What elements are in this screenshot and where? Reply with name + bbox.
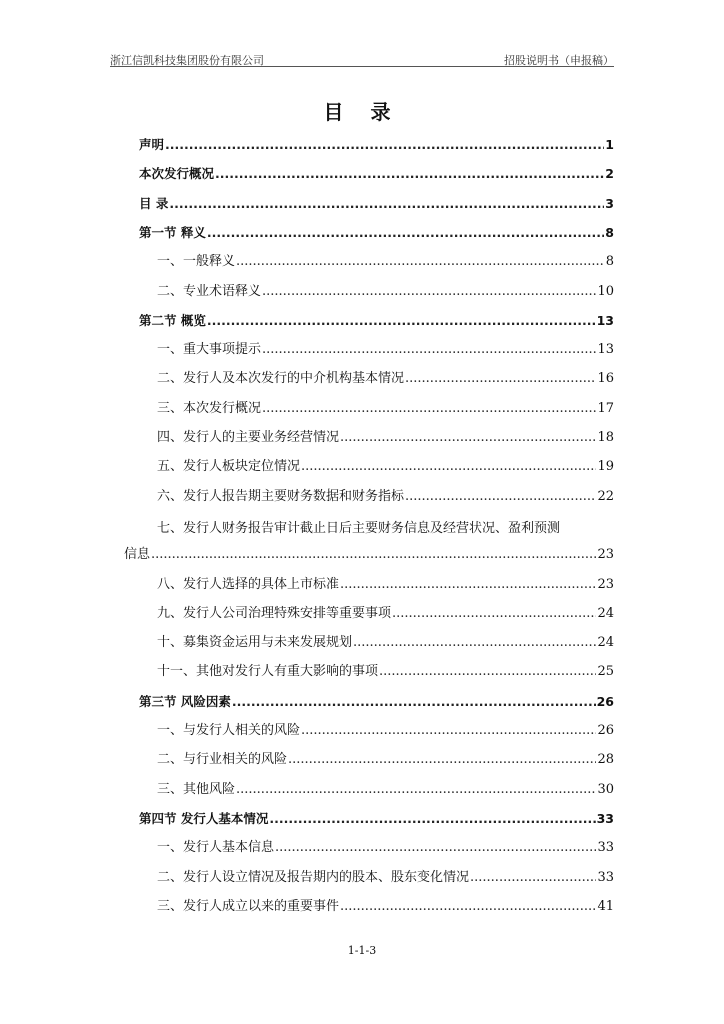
toc-entry-page: 30 bbox=[597, 781, 614, 797]
toc-entry-page: 8 bbox=[605, 254, 614, 270]
toc-entry-label[interactable]: 七、发行人财务报告审计截止日后主要财务信息及经营状况、盈利预测 bbox=[157, 520, 561, 536]
toc-entry-page: 33 bbox=[597, 840, 614, 856]
toc-leader-dots bbox=[236, 781, 596, 799]
toc-entry[interactable] bbox=[157, 281, 614, 301]
toc-entry-page: 33 bbox=[597, 869, 614, 885]
toc-entry-page: 24 bbox=[597, 605, 614, 621]
toc-entry-page: 23 bbox=[597, 547, 614, 563]
toc-entry-label: 四、发行人的主要业务经营情况 bbox=[157, 430, 340, 445]
toc-entry-continuation: 信息 bbox=[124, 547, 151, 563]
header-company: 浙江信凯科技集团股份有限公司 bbox=[110, 54, 264, 67]
toc-leader-dots bbox=[232, 693, 596, 711]
toc-chapter[interactable] bbox=[139, 691, 614, 711]
toc-entry[interactable] bbox=[157, 749, 614, 769]
toc-entry-label: 二、发行人及本次发行的中介机构基本情况 bbox=[157, 371, 405, 387]
toc-leader-dots bbox=[165, 136, 604, 154]
toc-entry-label: 二、专业术语释义 bbox=[157, 283, 262, 299]
toc-entry[interactable] bbox=[157, 427, 614, 447]
toc-entry[interactable] bbox=[157, 632, 614, 652]
toc-leader-dots bbox=[207, 312, 596, 330]
toc-leader-dots bbox=[262, 400, 596, 418]
toc-entry-label: 第一节 释义 bbox=[139, 224, 206, 240]
toc-chapter[interactable] bbox=[139, 134, 614, 154]
toc-entry[interactable] bbox=[157, 837, 614, 857]
toc-entry-label: 目 录 bbox=[139, 195, 169, 211]
toc-leader-dots bbox=[207, 224, 604, 242]
toc-entry-label: 三、发行人成立以来的重要事件 bbox=[157, 898, 340, 914]
toc-entry-label: 一、一般释义 bbox=[157, 254, 236, 270]
toc-entry-page: 41 bbox=[597, 898, 614, 914]
toc-entry-label: 第四节 发行人基本情况 bbox=[139, 810, 269, 826]
toc-entry-page: 8 bbox=[605, 224, 614, 240]
toc-entry[interactable] bbox=[157, 896, 614, 916]
page-number: 1-1-3 bbox=[347, 944, 377, 957]
toc-leader-dots bbox=[340, 898, 596, 916]
toc-entry[interactable] bbox=[157, 867, 614, 887]
toc-entry-label: 第二节 概览 bbox=[139, 312, 206, 328]
toc-entry-page: 16 bbox=[597, 371, 614, 387]
toc-entry-page: 19 bbox=[597, 459, 614, 475]
toc-leader-dots bbox=[353, 634, 596, 652]
toc-entry[interactable] bbox=[157, 251, 614, 271]
toc-entry-label: 本次发行概况 bbox=[139, 166, 215, 182]
toc-chapter[interactable] bbox=[139, 808, 614, 828]
toc-entry-label: 二、发行人设立情况及报告期内的股本、股东变化情况 bbox=[157, 869, 470, 885]
toc-entry-label: 第三节 风险因素 bbox=[139, 693, 231, 709]
toc-entry-page: 33 bbox=[596, 810, 614, 826]
toc-chapter[interactable] bbox=[139, 193, 614, 213]
toc-chapter[interactable] bbox=[139, 163, 614, 183]
toc-entry-label: 二、与行业相关的风险 bbox=[157, 752, 288, 768]
toc-entry-page: 13 bbox=[596, 312, 614, 328]
toc-entry-page: 23 bbox=[597, 576, 614, 592]
toc-leader-dots bbox=[269, 810, 595, 828]
toc-entry[interactable] bbox=[157, 661, 614, 681]
toc-leader-dots bbox=[405, 370, 596, 388]
toc-entry-page: 13 bbox=[597, 342, 614, 358]
toc-leader-dots bbox=[392, 605, 596, 623]
toc-entry[interactable] bbox=[157, 574, 614, 594]
toc-entry-label: 六、发行人报告期主要财务数据和财务指标 bbox=[157, 488, 405, 504]
toc-entry-page: 24 bbox=[597, 635, 614, 651]
toc-entry-page: 1 bbox=[605, 137, 614, 152]
toc-entry-label: 一、重大事项提示 bbox=[157, 342, 262, 358]
toc-leader-dots bbox=[301, 722, 596, 740]
toc-leader-dots bbox=[288, 751, 596, 769]
toc-leader-dots bbox=[215, 165, 604, 183]
header-doc-title: 招股说明书（申报稿） bbox=[504, 54, 614, 67]
page-header bbox=[110, 52, 614, 67]
toc-leader-dots bbox=[262, 283, 596, 301]
toc-entry-page: 26 bbox=[597, 723, 614, 738]
toc-entry[interactable] bbox=[157, 339, 614, 359]
toc-entry-label: 十、募集资金运用与未来发展规划 bbox=[157, 635, 353, 651]
toc-entry[interactable] bbox=[157, 368, 614, 388]
toc-entry-label: 声明 bbox=[139, 137, 165, 152]
toc-entry[interactable] bbox=[157, 603, 614, 623]
toc-entry-page: 25 bbox=[597, 664, 614, 680]
toc-entry-label: 十一、其他对发行人有重大影响的事项 bbox=[157, 664, 379, 680]
toc-entry-label: 八、发行人选择的具体上市标准 bbox=[157, 576, 340, 592]
toc-entry-label: 三、其他风险 bbox=[157, 781, 236, 797]
toc-leader-dots bbox=[236, 253, 605, 271]
toc-leader-dots bbox=[301, 458, 596, 476]
toc-leader-dots bbox=[405, 488, 596, 506]
toc-leader-dots bbox=[340, 429, 596, 447]
toc-leader-dots bbox=[151, 546, 596, 564]
toc-entry-label: 三、本次发行概况 bbox=[157, 400, 262, 416]
toc-entry-page: 22 bbox=[597, 488, 614, 504]
toc-leader-dots bbox=[470, 869, 596, 887]
toc-entry-page: 3 bbox=[605, 195, 614, 211]
toc-leader-dots bbox=[262, 341, 596, 359]
toc-leader-dots bbox=[379, 663, 596, 681]
toc-entry[interactable] bbox=[157, 720, 614, 740]
toc-entry-page: 28 bbox=[597, 752, 614, 768]
toc-leader-dots bbox=[340, 576, 596, 594]
toc-entry-page: 26 bbox=[596, 693, 614, 709]
toc-leader-dots bbox=[275, 839, 596, 857]
page-title: 目 录 bbox=[323, 100, 401, 124]
toc-entry[interactable] bbox=[157, 779, 614, 799]
toc-chapter[interactable] bbox=[139, 310, 614, 330]
toc-entry[interactable] bbox=[124, 544, 614, 564]
toc-entry-label: 一、与发行人相关的风险 bbox=[157, 723, 301, 738]
toc-entry-page: 18 bbox=[597, 430, 614, 445]
toc-entry[interactable] bbox=[157, 456, 614, 476]
toc-entry-page: 10 bbox=[597, 283, 614, 299]
toc-entry-page: 17 bbox=[597, 400, 614, 416]
toc-entry-label: 九、发行人公司治理特殊安排等重要事项 bbox=[157, 605, 392, 621]
toc-entry-label: 五、发行人板块定位情况 bbox=[157, 459, 301, 475]
toc-entry-page: 2 bbox=[605, 166, 614, 182]
toc-entry[interactable] bbox=[157, 486, 614, 506]
toc-entry[interactable] bbox=[157, 398, 614, 418]
toc-leader-dots bbox=[169, 195, 604, 213]
toc-chapter[interactable] bbox=[139, 222, 614, 242]
toc-entry-label: 一、发行人基本信息 bbox=[157, 840, 275, 856]
